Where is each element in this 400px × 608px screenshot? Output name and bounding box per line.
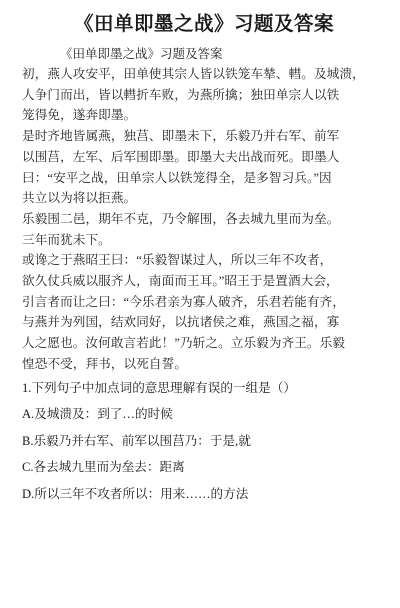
paragraph-line: 人争门而出，皆以轊折车败，为燕所擒；独田单宗人以铁 [22, 87, 340, 102]
option-a: A.及城溃及：到了…的时候 [22, 407, 173, 422]
paragraph-line: 惶恐不受，拜书，以死自誓。 [22, 356, 188, 371]
option-c: C.各去城九里而为垒去：距离 [22, 460, 185, 475]
paragraph-line: 是时齐地皆属燕，独莒、即墨未下，乐毅乃并右军、前军 [22, 129, 340, 144]
paragraph-3 [22, 209, 386, 230]
paragraph-line: 或谗之于燕昭王曰：“乐毅智谋过人，所以三年不攻者， [22, 253, 333, 268]
passage-body [22, 64, 386, 375]
paragraph-line: 初，燕人攻安平，田单使其宗人皆以铁笼车辇、轊。及城溃， [22, 67, 365, 81]
document-title: 《田单即墨之战》习题及答案 [73, 12, 334, 35]
paragraph-4 [22, 230, 386, 251]
option-b: B.乐毅乃并右军、前军以围莒乃：于是,就 [22, 433, 251, 448]
paragraph-line: 与燕并为列国，结欢同好，以抗诸侯之难，燕国之福，寡 [22, 315, 340, 330]
paragraph-line: 乐毅围二邑，期年不克，乃令解围，各去城九里而为垒。 [22, 211, 340, 226]
question-section [22, 375, 386, 508]
paragraph-line: 以围莒，左军、后军围即墨。即墨大夫出战而死。即墨人 [22, 149, 340, 164]
option-d: D.所以三年不攻者所以：用来……的方法 [22, 486, 249, 501]
paragraph-line: 共立以为将以拒燕。 [22, 191, 137, 206]
paragraph-line: 笼得免，遂奔即墨。 [22, 108, 137, 123]
paragraph-1 [22, 64, 386, 126]
document-subtitle: 《田单即墨之战》习题及答案 [60, 47, 223, 61]
question-stem: 1.下列句子中加点词的意思理解有误的一组是（） [22, 380, 296, 395]
paragraph-2 [22, 126, 386, 209]
paragraph-line: 引言者而让之曰：“今乐君亲为寡人破齐，乐君若能有齐， [22, 294, 346, 309]
paragraph-5 [22, 250, 386, 374]
paragraph-line: 三年而犹未下。 [22, 232, 111, 247]
paragraph-line: 人之愿也。汝何敢言若此！”乃斩之。立乐毅为齐王。乐毅 [22, 336, 346, 351]
paragraph-line: 曰：“安平之战，田单宗人以铁笼得全，是多智习兵。”因 [22, 170, 332, 185]
paragraph-line: 欲久仗兵威以服齐人，南面而王耳。”昭王于是置酒大会， [22, 274, 339, 289]
